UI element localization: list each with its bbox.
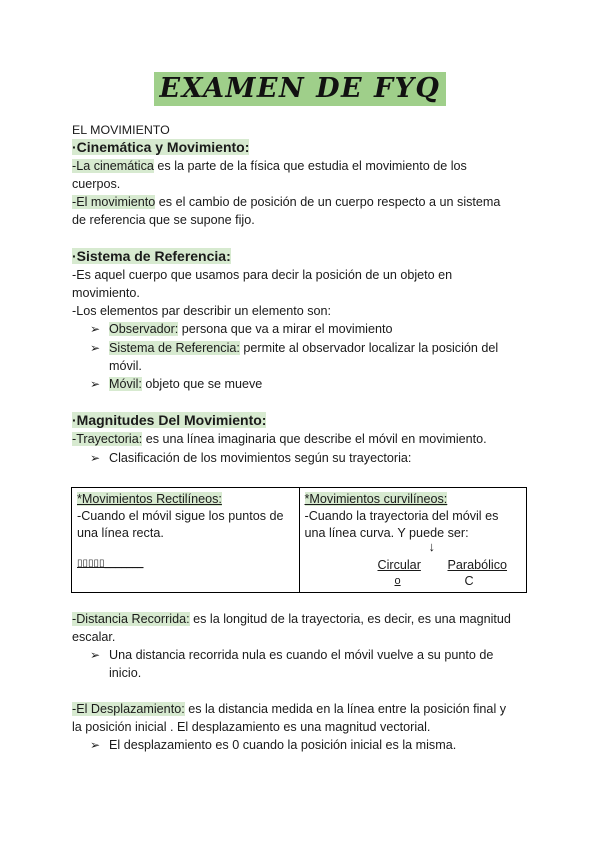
bullet-distancia-nula-cont: inicio. [109, 666, 142, 680]
bullet-arrow-icon: ➢ [90, 341, 101, 355]
section-heading-magnitudes: ·Magnitudes Del Movimiento: [72, 412, 267, 428]
parabolico-label: Parabólico [447, 558, 508, 572]
circular-symbol: o [394, 575, 401, 587]
rectilineos-title: *Movimientos Rectilíneos: [77, 492, 222, 506]
bullet-sistema-referencia-cont: móvil. [109, 359, 142, 373]
bullet-arrow-icon: ➢ [90, 322, 101, 336]
down-arrow-icon: ↓ [428, 539, 435, 554]
rectilineos-placeholder: ▯▯▯▯▯_______ [77, 558, 144, 569]
curvilineos-text-1: -Cuando la trayectoria del móvil es [304, 509, 499, 523]
table-cell-curvilineos [299, 488, 527, 593]
paragraph-elementos: -Los elementos par describir un elemento son: [72, 304, 332, 318]
paragraph-distancia-cont: escalar. [72, 630, 116, 644]
bullet-sistema-referencia: Sistema de Referencia: permite al observador localizar la posición del [109, 341, 499, 355]
bullet-observador: Observador: persona que va a mirar el movimiento [109, 322, 393, 336]
paragraph-sistema-cont: movimiento. [72, 286, 140, 300]
bullet-arrow-icon: ➢ [90, 451, 101, 465]
paragraph-desplazamiento: -El Desplazamiento: es la distancia medida en la línea entre la posición final y [72, 702, 507, 716]
paragraph-movimiento-cont: de referencia que se supone fijo. [72, 213, 255, 227]
paragraph-trayectoria: -Trayectoria: es una línea imaginaria que describe el móvil en movimiento. [72, 432, 487, 446]
circular-label: Circular [377, 558, 421, 572]
bullet-arrow-icon: ➢ [90, 377, 101, 391]
page-title: EXAMEN DE FYQ [154, 72, 447, 106]
paragraph-cinematica-cont: cuerpos. [72, 177, 121, 191]
paragraph-distancia: -Distancia Recorrida: es la longitud de la trayectoria, es decir, es una magnitud [72, 612, 511, 626]
bullet-arrow-icon: ➢ [90, 648, 101, 662]
paragraph-desplazamiento-cont: la posición inicial . El desplazamiento es una magnitud vectorial. [72, 720, 431, 734]
movement-classification-table [71, 487, 527, 593]
bullet-movil: Móvil: objeto que se mueve [109, 377, 263, 391]
section-heading-sistema: ·Sistema de Referencia: [72, 248, 231, 264]
curvilineos-text-2: una línea curva. Y puede ser: [304, 526, 469, 540]
curvilineos-title: *Movimientos curvilíneos: [304, 492, 448, 506]
rectilineos-text-2: una línea recta. [77, 526, 164, 540]
bullet-clasificacion: Clasificación de los movimientos según su trayectoria: [109, 451, 412, 465]
title-container [0, 72, 600, 106]
bullet-desplazamiento-cero: El desplazamiento es 0 cuando la posición inicial es la misma. [109, 738, 457, 752]
rectilineos-text-1: -Cuando el móvil sigue los puntos de [77, 509, 284, 523]
paragraph-movimiento: -El movimiento es el cambio de posición de un cuerpo respecto a un sistema [72, 195, 501, 209]
bullet-distancia-nula: Una distancia recorrida nula es cuando el móvil vuelve a su punto de [109, 648, 494, 662]
parabolico-symbol: C [464, 574, 474, 588]
subject-label: EL MOVIMIENTO [72, 123, 170, 137]
paragraph-cinematica: -La cinemática es la parte de la física que estudia el movimiento de los [72, 159, 467, 173]
table-cell-rectilineos [72, 488, 300, 593]
bullet-arrow-icon: ➢ [90, 738, 101, 752]
paragraph-sistema: -Es aquel cuerpo que usamos para decir la posición de un objeto en [72, 268, 453, 282]
section-heading-cinematica: ·Cinemática y Movimiento: [72, 139, 250, 155]
